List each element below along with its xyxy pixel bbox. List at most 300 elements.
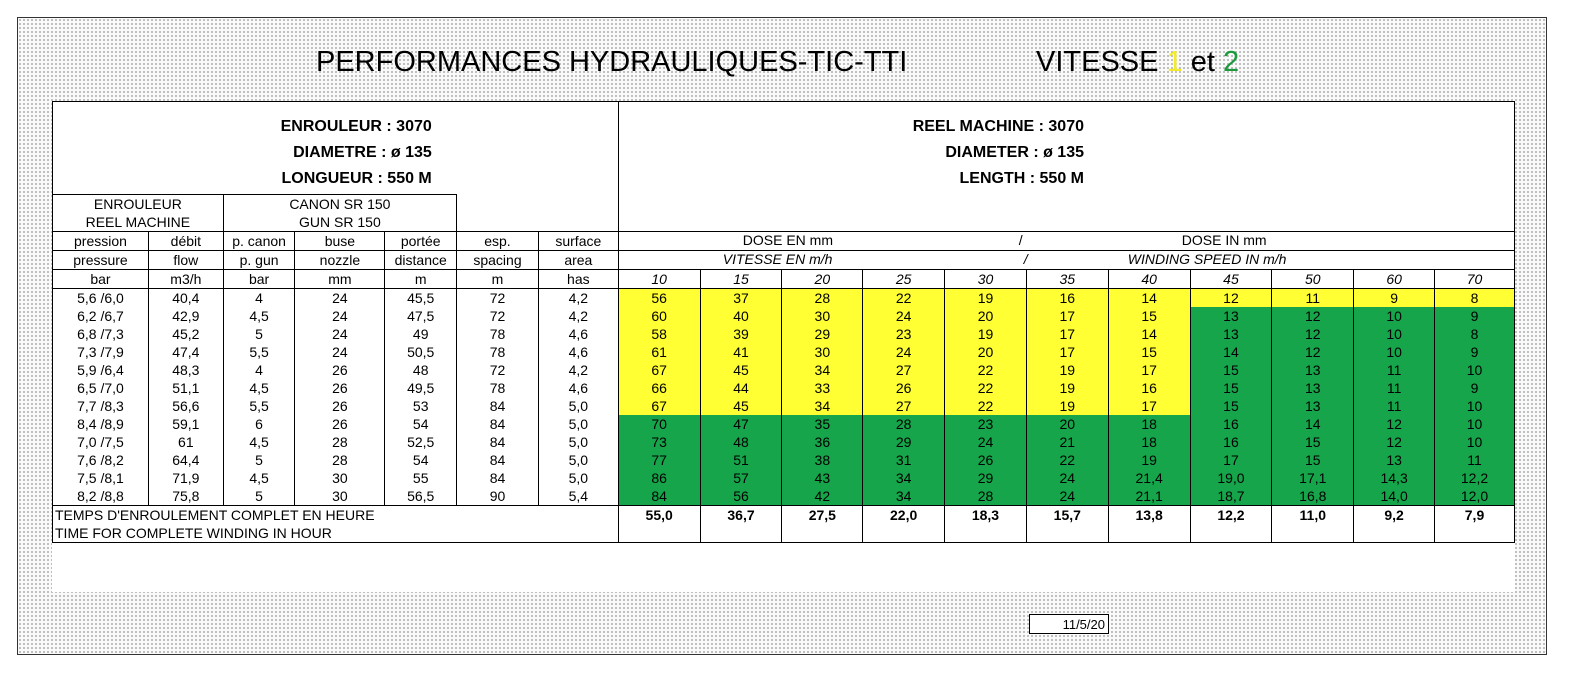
dose-cell: 51 xyxy=(700,451,782,469)
dose-header xyxy=(618,232,1514,251)
table-cell: 4 xyxy=(223,289,295,308)
unit-4: m xyxy=(385,270,457,289)
title-vitesse-word: VITESSE xyxy=(1036,46,1159,78)
dose-cell: 86 xyxy=(618,469,700,487)
winding-time: 27,5 xyxy=(782,506,863,543)
dose-cell: 22 xyxy=(945,379,1027,397)
winding-time: 18,3 xyxy=(945,506,1027,543)
dose-cell: 84 xyxy=(618,487,700,506)
winding-time: 12,2 xyxy=(1190,506,1272,543)
table-cell: 8,2 /8,8 xyxy=(53,487,149,506)
table-cell: 26 xyxy=(295,361,385,379)
dose-cell: 9 xyxy=(1354,289,1435,308)
table-body xyxy=(53,102,1515,543)
table-cell: 49,5 xyxy=(385,379,457,397)
date-stamp: 11/5/20 xyxy=(1029,614,1109,634)
column-header-fr-6: surface xyxy=(538,232,618,251)
table-cell: 7,7 /8,3 xyxy=(53,397,149,415)
unit-3: mm xyxy=(295,270,385,289)
table-cell: 78 xyxy=(457,325,539,343)
table-cell: 24 xyxy=(295,325,385,343)
table-cell: 64,4 xyxy=(148,451,223,469)
table-cell: 5,0 xyxy=(538,433,618,451)
dose-cell: 15 xyxy=(1190,361,1272,379)
dose-cell: 34 xyxy=(863,469,945,487)
winding-time: 55,0 xyxy=(618,506,700,543)
dose-cell: 12,0 xyxy=(1435,487,1515,506)
dose-cell: 24 xyxy=(863,343,945,361)
column-header-en-0: pressure xyxy=(53,251,149,270)
table-cell: 7,0 /7,5 xyxy=(53,433,149,451)
dose-cell: 56 xyxy=(700,487,782,506)
dose-cell: 18,7 xyxy=(1190,487,1272,506)
speed-col-45: 45 xyxy=(1190,270,1272,289)
table-cell: 6,8 /7,3 xyxy=(53,325,149,343)
dose-cell: 11 xyxy=(1272,289,1354,308)
dose-cell: 27 xyxy=(863,397,945,415)
dose-cell: 12,2 xyxy=(1435,469,1515,487)
table-cell: 4,6 xyxy=(538,343,618,361)
table-cell: 26 xyxy=(295,415,385,433)
header-right-line3: LENGTH : 550 M xyxy=(959,170,1084,187)
dose-cell: 73 xyxy=(618,433,700,451)
title-speed-2: 2 xyxy=(1223,46,1240,78)
speed-col-70: 70 xyxy=(1435,270,1515,289)
footer-row-fr xyxy=(53,506,1515,525)
speed-col-60: 60 xyxy=(1354,270,1435,289)
table-cell: 6 xyxy=(223,415,295,433)
dose-cell: 26 xyxy=(863,379,945,397)
dose-cell: 12 xyxy=(1272,343,1354,361)
table-row xyxy=(53,415,1515,433)
dose-cell: 27 xyxy=(863,361,945,379)
table-cell: 45,5 xyxy=(385,289,457,308)
dose-cell: 47 xyxy=(700,415,782,433)
table-cell: 5 xyxy=(223,487,295,506)
dose-cell: 17 xyxy=(1026,343,1108,361)
title-vitesse xyxy=(1036,46,1239,79)
column-header-en-1: flow xyxy=(148,251,223,270)
dose-cell: 30 xyxy=(782,307,863,325)
dose-cell: 9 xyxy=(1435,343,1515,361)
dose-cell: 70 xyxy=(618,415,700,433)
table-cell: 4,5 xyxy=(223,433,295,451)
dose-cell: 34 xyxy=(863,487,945,506)
table-cell: 71,9 xyxy=(148,469,223,487)
table-cell: 4,6 xyxy=(538,325,618,343)
table-cell: 5,5 xyxy=(223,397,295,415)
column-header-fr-0: pression xyxy=(53,232,149,251)
dose-cell: 19 xyxy=(1108,451,1190,469)
column-header-en-5: spacing xyxy=(457,251,539,270)
unit-0: bar xyxy=(53,270,149,289)
dose-cell: 22 xyxy=(863,289,945,308)
dose-cell: 11 xyxy=(1435,451,1515,469)
dose-cell: 23 xyxy=(945,415,1027,433)
dose-cell: 13 xyxy=(1272,397,1354,415)
dose-cell: 28 xyxy=(945,487,1027,506)
table-cell: 40,4 xyxy=(148,289,223,308)
dose-cell: 10 xyxy=(1354,343,1435,361)
dose-cell: 10 xyxy=(1354,325,1435,343)
dose-cell: 16 xyxy=(1108,379,1190,397)
dose-cell: 15 xyxy=(1272,433,1354,451)
column-header-fr-1: débit xyxy=(148,232,223,251)
dose-cell: 24 xyxy=(1026,469,1108,487)
title-speed-1: 1 xyxy=(1166,46,1183,78)
table-cell: 84 xyxy=(457,397,539,415)
dose-fr: DOSE EN mm xyxy=(742,232,833,248)
table-cell: 5,9 /6,4 xyxy=(53,361,149,379)
table-cell: 4,5 xyxy=(223,379,295,397)
table-row xyxy=(53,451,1515,469)
dose-cell: 17 xyxy=(1190,451,1272,469)
winding-time: 13,8 xyxy=(1108,506,1190,543)
dose-cell: 45 xyxy=(700,397,782,415)
dose-cell: 13 xyxy=(1190,325,1272,343)
table-row xyxy=(53,343,1515,361)
table-row xyxy=(53,469,1515,487)
table-cell: 84 xyxy=(457,469,539,487)
speed-col-15: 15 xyxy=(700,270,782,289)
dose-cell: 11 xyxy=(1354,397,1435,415)
performance-table-container xyxy=(52,101,1515,592)
dose-cell: 31 xyxy=(863,451,945,469)
dose-cell: 13 xyxy=(1190,307,1272,325)
dose-cell: 24 xyxy=(945,433,1027,451)
dose-cell: 14 xyxy=(1108,289,1190,308)
dose-cell: 15 xyxy=(1108,307,1190,325)
table-cell: 48,3 xyxy=(148,361,223,379)
winding-time: 9,2 xyxy=(1354,506,1435,543)
dose-cell: 11 xyxy=(1354,379,1435,397)
dose-cell: 30 xyxy=(782,343,863,361)
table-cell: 56,5 xyxy=(385,487,457,506)
dose-cell: 10 xyxy=(1435,433,1515,451)
speed-col-50: 50 xyxy=(1272,270,1354,289)
dose-cell: 10 xyxy=(1435,361,1515,379)
table-cell: 72 xyxy=(457,289,539,308)
dose-cell: 22 xyxy=(945,397,1027,415)
column-header-fr-4: portée xyxy=(385,232,457,251)
dose-cell: 29 xyxy=(782,325,863,343)
dose-cell: 14,3 xyxy=(1354,469,1435,487)
dose-cell: 12 xyxy=(1272,307,1354,325)
table-cell: 5,4 xyxy=(538,487,618,506)
dose-cell: 58 xyxy=(618,325,700,343)
speed-col-35: 35 xyxy=(1026,270,1108,289)
table-cell: 50,5 xyxy=(385,343,457,361)
table-row xyxy=(53,289,1515,308)
table-cell: 4,2 xyxy=(538,289,618,308)
dose-cell: 15 xyxy=(1272,451,1354,469)
table-cell: 47,4 xyxy=(148,343,223,361)
speed-col-25: 25 xyxy=(863,270,945,289)
table-cell: 4,5 xyxy=(223,307,295,325)
column-header-en xyxy=(53,251,1515,270)
table-cell: 28 xyxy=(295,433,385,451)
table-cell: 7,6 /8,2 xyxy=(53,451,149,469)
winding-time: 11,0 xyxy=(1272,506,1354,543)
title-et: et xyxy=(1190,46,1215,78)
speed-sep: / xyxy=(1023,251,1028,267)
dose-cell: 8 xyxy=(1435,289,1515,308)
dose-cell: 56 xyxy=(618,289,700,308)
table-row xyxy=(53,325,1515,343)
dose-cell: 19 xyxy=(1026,379,1108,397)
table-cell: 49 xyxy=(385,325,457,343)
dose-cell: 36 xyxy=(782,433,863,451)
dose-cell: 10 xyxy=(1435,397,1515,415)
header-left-line2: DIAMETRE : ø 135 xyxy=(293,144,432,161)
dose-cell: 48 xyxy=(700,433,782,451)
dose-cell: 12 xyxy=(1272,325,1354,343)
dose-cell: 19 xyxy=(1026,361,1108,379)
speed-col-40: 40 xyxy=(1108,270,1190,289)
table-cell: 4,6 xyxy=(538,379,618,397)
table-cell: 54 xyxy=(385,415,457,433)
column-header-en-4: distance xyxy=(385,251,457,270)
dose-cell: 67 xyxy=(618,361,700,379)
dose-cell: 15 xyxy=(1108,343,1190,361)
dose-cell: 29 xyxy=(945,469,1027,487)
dose-cell: 67 xyxy=(618,397,700,415)
dose-cell: 41 xyxy=(700,343,782,361)
column-header-en-3: nozzle xyxy=(295,251,385,270)
dose-cell: 12 xyxy=(1190,289,1272,308)
page-title xyxy=(0,46,1582,86)
table-cell: 52,5 xyxy=(385,433,457,451)
table-cell: 24 xyxy=(295,307,385,325)
dose-cell: 22 xyxy=(945,361,1027,379)
table-cell: 30 xyxy=(295,487,385,506)
table-cell: 8,4 /8,9 xyxy=(53,415,149,433)
group-canon: CANON SR 150 xyxy=(223,195,456,214)
speed-col-20: 20 xyxy=(782,270,863,289)
dose-cell: 43 xyxy=(782,469,863,487)
header-left-line3: LONGUEUR : 550 M xyxy=(281,170,432,187)
table-cell: 75,8 xyxy=(148,487,223,506)
table-cell: 72 xyxy=(457,307,539,325)
table-cell: 90 xyxy=(457,487,539,506)
table-cell: 5,0 xyxy=(538,451,618,469)
dose-cell: 20 xyxy=(945,307,1027,325)
dose-cell: 20 xyxy=(1026,415,1108,433)
dose-cell: 17,1 xyxy=(1272,469,1354,487)
dose-cell: 14,0 xyxy=(1354,487,1435,506)
dose-cell: 34 xyxy=(782,361,863,379)
header-left xyxy=(53,102,619,195)
table-cell: 72 xyxy=(457,361,539,379)
header-right-line2: DIAMETER : ø 135 xyxy=(945,144,1084,161)
table-cell: 24 xyxy=(295,289,385,308)
dose-cell: 35 xyxy=(782,415,863,433)
dose-cell: 15 xyxy=(1190,379,1272,397)
dose-cell: 66 xyxy=(618,379,700,397)
table-row xyxy=(53,487,1515,506)
dose-cell: 21,4 xyxy=(1108,469,1190,487)
footer-label-fr: TEMPS D'ENROULEMENT COMPLET EN HEURE xyxy=(53,506,619,525)
dose-cell: 12 xyxy=(1354,433,1435,451)
header-left-line1: ENROULEUR : 3070 xyxy=(280,118,432,135)
winding-time: 22,0 xyxy=(863,506,945,543)
dose-cell: 14 xyxy=(1108,325,1190,343)
table-cell: 6,2 /6,7 xyxy=(53,307,149,325)
winding-time: 15,7 xyxy=(1026,506,1108,543)
dose-cell: 10 xyxy=(1354,307,1435,325)
dose-cell: 11 xyxy=(1354,361,1435,379)
dose-cell: 14 xyxy=(1272,415,1354,433)
header-right-line1: REEL MACHINE : 3070 xyxy=(912,118,1084,135)
table-cell: 4,2 xyxy=(538,307,618,325)
table-cell: 59,1 xyxy=(148,415,223,433)
performance-table xyxy=(52,101,1515,543)
dose-cell: 15 xyxy=(1190,397,1272,415)
table-cell: 5,5 xyxy=(223,343,295,361)
footer-label-en: TIME FOR COMPLETE WINDING IN HOUR xyxy=(53,524,619,543)
dose-cell: 19 xyxy=(945,325,1027,343)
dose-cell: 22 xyxy=(1026,451,1108,469)
dose-cell: 20 xyxy=(945,343,1027,361)
winding-time: 36,7 xyxy=(700,506,782,543)
table-cell: 5,0 xyxy=(538,415,618,433)
dose-cell: 26 xyxy=(945,451,1027,469)
table-cell: 55 xyxy=(385,469,457,487)
dose-cell: 42 xyxy=(782,487,863,506)
dose-cell: 12 xyxy=(1354,415,1435,433)
dose-cell: 28 xyxy=(782,289,863,308)
dose-cell: 61 xyxy=(618,343,700,361)
table-cell: 54 xyxy=(385,451,457,469)
dose-cell: 17 xyxy=(1108,397,1190,415)
dose-cell: 57 xyxy=(700,469,782,487)
table-cell: 5,0 xyxy=(538,469,618,487)
table-cell: 26 xyxy=(295,379,385,397)
dose-cell: 23 xyxy=(863,325,945,343)
dose-sep: / xyxy=(1018,232,1023,248)
dose-cell: 33 xyxy=(782,379,863,397)
unit-1: m3/h xyxy=(148,270,223,289)
table-cell: 48 xyxy=(385,361,457,379)
unit-5: m xyxy=(457,270,539,289)
table-cell: 84 xyxy=(457,451,539,469)
dose-cell: 19,0 xyxy=(1190,469,1272,487)
dose-cell: 13 xyxy=(1272,361,1354,379)
dose-cell: 16,8 xyxy=(1272,487,1354,506)
dose-cell: 10 xyxy=(1435,415,1515,433)
dose-cell: 13 xyxy=(1272,379,1354,397)
dose-cell: 38 xyxy=(782,451,863,469)
unit-6: has xyxy=(538,270,618,289)
speed-col-10: 10 xyxy=(618,270,700,289)
column-header-en-6: area xyxy=(538,251,618,270)
dose-cell: 24 xyxy=(1026,487,1108,506)
table-cell: 7,5 /8,1 xyxy=(53,469,149,487)
dose-cell: 45 xyxy=(700,361,782,379)
table-cell: 5 xyxy=(223,325,295,343)
table-cell: 4 xyxy=(223,361,295,379)
dose-cell: 18 xyxy=(1108,433,1190,451)
dose-cell: 17 xyxy=(1026,325,1108,343)
dose-cell: 16 xyxy=(1190,415,1272,433)
dose-cell: 28 xyxy=(863,415,945,433)
dose-cell: 77 xyxy=(618,451,700,469)
table-cell: 84 xyxy=(457,433,539,451)
group-gun: GUN SR 150 xyxy=(223,213,456,232)
dose-cell: 34 xyxy=(782,397,863,415)
table-cell: 5 xyxy=(223,451,295,469)
dose-cell: 17 xyxy=(1108,361,1190,379)
dose-cell: 44 xyxy=(700,379,782,397)
table-cell: 28 xyxy=(295,451,385,469)
table-cell: 5,0 xyxy=(538,397,618,415)
speed-header xyxy=(618,251,1514,270)
table-cell: 78 xyxy=(457,379,539,397)
dose-cell: 9 xyxy=(1435,307,1515,325)
dose-cell: 21,1 xyxy=(1108,487,1190,506)
dose-cell: 14 xyxy=(1190,343,1272,361)
table-cell: 45,2 xyxy=(148,325,223,343)
title-main: PERFORMANCES HYDRAULIQUES-TIC-TTI xyxy=(316,46,908,78)
dose-cell: 40 xyxy=(700,307,782,325)
table-cell: 26 xyxy=(295,397,385,415)
dose-cell: 17 xyxy=(1026,307,1108,325)
speed-col-30: 30 xyxy=(945,270,1027,289)
group-enrouleur: ENROULEUR xyxy=(53,195,224,214)
table-cell: 47,5 xyxy=(385,307,457,325)
table-row xyxy=(53,433,1515,451)
winding-time: 7,9 xyxy=(1435,506,1515,543)
table-cell: 51,1 xyxy=(148,379,223,397)
table-cell: 5,6 /6,0 xyxy=(53,289,149,308)
dose-cell: 60 xyxy=(618,307,700,325)
column-header-fr-2: p. canon xyxy=(223,232,295,251)
table-row xyxy=(53,397,1515,415)
dose-cell: 29 xyxy=(863,433,945,451)
dose-cell: 19 xyxy=(1026,397,1108,415)
column-header-fr-5: esp. xyxy=(457,232,539,251)
table-cell: 61 xyxy=(148,433,223,451)
table-cell: 30 xyxy=(295,469,385,487)
dose-cell: 39 xyxy=(700,325,782,343)
dose-cell: 8 xyxy=(1435,325,1515,343)
speed-en: WINDING SPEED IN m/h xyxy=(1127,251,1287,267)
dose-en: DOSE IN mm xyxy=(1181,232,1267,248)
table-row xyxy=(53,361,1515,379)
table-cell: 78 xyxy=(457,343,539,361)
column-header-fr xyxy=(53,232,1515,251)
table-row xyxy=(53,379,1515,397)
dose-cell: 13 xyxy=(1354,451,1435,469)
table-cell: 6,5 /7,0 xyxy=(53,379,149,397)
dose-cell: 24 xyxy=(863,307,945,325)
unit-2: bar xyxy=(223,270,295,289)
dose-cell: 21 xyxy=(1026,433,1108,451)
dose-cell: 16 xyxy=(1026,289,1108,308)
dose-cell: 19 xyxy=(945,289,1027,308)
column-header-fr-3: buse xyxy=(295,232,385,251)
table-cell: 4,2 xyxy=(538,361,618,379)
dose-cell: 16 xyxy=(1190,433,1272,451)
column-header-en-2: p. gun xyxy=(223,251,295,270)
header-right xyxy=(618,102,1514,195)
dose-cell: 37 xyxy=(700,289,782,308)
table-cell: 84 xyxy=(457,415,539,433)
table-cell: 42,9 xyxy=(148,307,223,325)
table-cell: 53 xyxy=(385,397,457,415)
table-cell: 24 xyxy=(295,343,385,361)
dose-cell: 18 xyxy=(1108,415,1190,433)
